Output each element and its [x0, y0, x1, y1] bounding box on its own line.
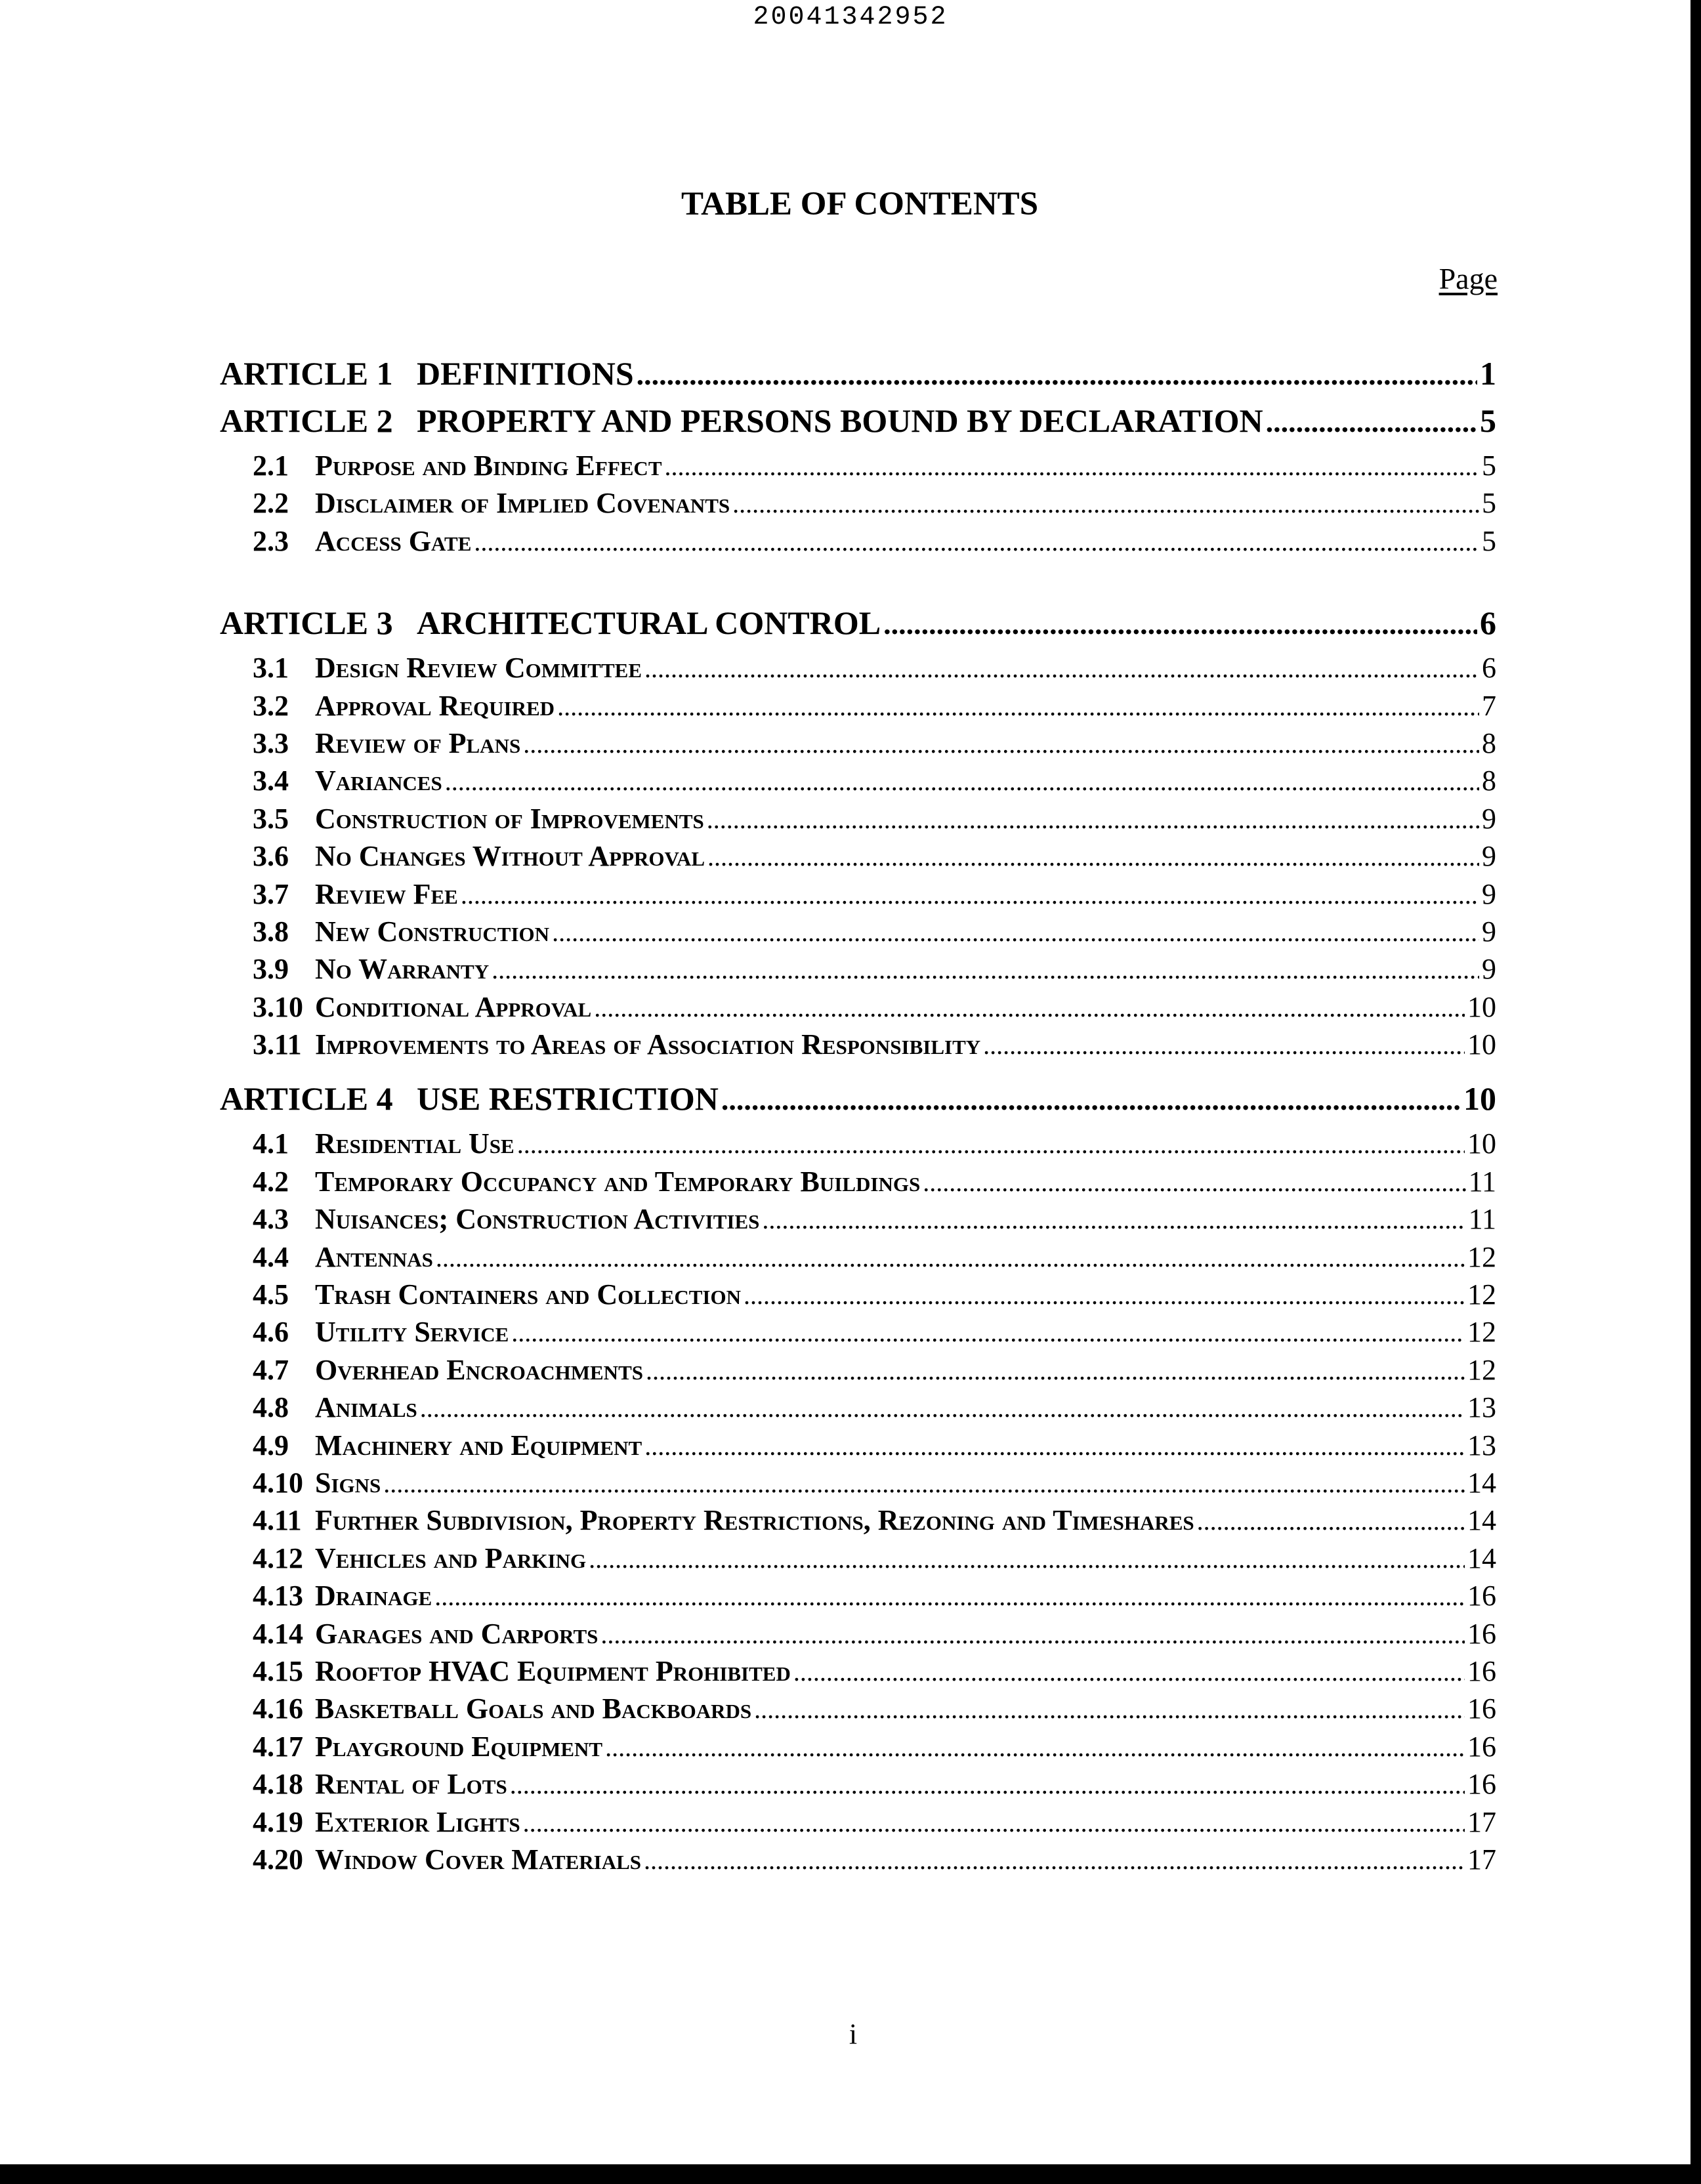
toc-section-row[interactable]: [220, 1805, 1496, 1843]
section-page-number: 9: [1482, 802, 1496, 835]
toc-section-row[interactable]: [220, 1391, 1496, 1428]
section-page-number: 17: [1467, 1843, 1496, 1876]
section-number: 4.18: [253, 1768, 303, 1801]
section-page-number: 10: [1467, 1127, 1496, 1160]
toc-section-row[interactable]: [220, 915, 1496, 952]
section-number: 3.3: [253, 726, 289, 759]
section-number: 4.17: [253, 1730, 303, 1763]
toc-section-row[interactable]: [220, 1654, 1496, 1692]
section-page-number: 16: [1467, 1654, 1496, 1687]
section-title: Construction of Improvements: [315, 802, 704, 835]
section-title: Exterior Lights: [315, 1805, 520, 1838]
toc-section-row[interactable]: [220, 726, 1496, 764]
section-page-number: 12: [1467, 1278, 1496, 1311]
dot-leader: [436, 1242, 1465, 1273]
section-number: 3.10: [253, 990, 303, 1023]
section-number: 3.1: [253, 652, 289, 684]
dot-leader: [523, 1807, 1465, 1838]
toc-section-row[interactable]: [220, 651, 1496, 688]
section-title: Overhead Encroachments: [315, 1353, 643, 1386]
section-page-number: 7: [1482, 689, 1496, 722]
dot-leader: [754, 1694, 1465, 1725]
article-number: ARTICLE 4: [220, 1080, 393, 1118]
section-number: 4.13: [253, 1580, 303, 1612]
section-number: 4.12: [253, 1542, 303, 1574]
section-number: 4.14: [253, 1617, 303, 1650]
toc-section-row[interactable]: [220, 1127, 1496, 1164]
article-page-number: 6: [1480, 604, 1496, 642]
toc-section-row[interactable]: [220, 1767, 1496, 1805]
section-title: Drainage: [315, 1580, 432, 1612]
section-title: No Changes Without Approval: [315, 840, 705, 873]
section-number: 2.3: [253, 524, 289, 557]
dot-leader: [434, 1581, 1465, 1612]
table-of-contents: [220, 354, 1496, 1880]
dot-leader: [523, 728, 1479, 759]
section-title: Further Subdivision, Property Restrictions, Rezoning and Timeshares: [315, 1504, 1194, 1537]
dot-leader: [461, 879, 1479, 910]
article-page-number: 5: [1480, 402, 1496, 439]
toc-section-row[interactable]: [220, 839, 1496, 877]
section-page-number: 12: [1467, 1240, 1496, 1273]
footer-page-number: i: [849, 2018, 858, 2050]
toc-section-row[interactable]: [220, 1429, 1496, 1466]
toc-section-row[interactable]: [220, 764, 1496, 801]
dot-leader: [1197, 1505, 1465, 1536]
toc-section-row[interactable]: [220, 449, 1496, 486]
article-title: USE RESTRICTION: [417, 1080, 719, 1118]
section-title: Review of Plans: [315, 726, 521, 759]
toc-section-row[interactable]: [220, 952, 1496, 990]
section-title: Machinery and Equipment: [315, 1429, 642, 1461]
dot-leader: [644, 1431, 1465, 1461]
dot-leader: [793, 1656, 1465, 1687]
section-title: Temporary Occupancy and Temporary Buildings: [315, 1165, 921, 1198]
section-number: 4.15: [253, 1654, 303, 1687]
section-page-number: 9: [1482, 877, 1496, 910]
dot-leader: [707, 841, 1479, 872]
section-page-number: 10: [1467, 990, 1496, 1023]
section-title: Residential Use: [315, 1127, 514, 1160]
section-title: Antennas: [315, 1240, 433, 1273]
section-title: Animals: [315, 1391, 417, 1424]
article-3-sections: [220, 651, 1496, 1065]
toc-section-row[interactable]: [220, 1202, 1496, 1240]
article-4-sections: [220, 1127, 1496, 1880]
dot-leader: [552, 917, 1479, 948]
toc-section-row[interactable]: [220, 1028, 1496, 1065]
dot-leader: [721, 1082, 1461, 1117]
dot-leader: [883, 606, 1477, 641]
section-number: 4.9: [253, 1429, 289, 1461]
section-number: 4.2: [253, 1165, 289, 1198]
section-title: Garages and Carports: [315, 1617, 598, 1650]
dot-leader: [474, 526, 1479, 557]
section-number: 4.1: [253, 1127, 289, 1160]
section-page-number: 16: [1467, 1692, 1496, 1725]
section-page-number: 9: [1482, 953, 1496, 986]
toc-section-row[interactable]: [220, 1730, 1496, 1767]
section-title: Access Gate: [315, 524, 472, 557]
toc-section-row[interactable]: [220, 689, 1496, 726]
section-page-number: 14: [1467, 1466, 1496, 1499]
dot-leader: [1266, 404, 1477, 439]
section-page-number: 11: [1468, 1203, 1496, 1236]
dot-leader: [762, 1204, 1465, 1235]
dot-leader: [732, 488, 1479, 519]
toc-article-1[interactable]: [220, 354, 1496, 402]
toc-section-row[interactable]: [220, 1165, 1496, 1202]
dot-leader: [510, 1769, 1465, 1800]
section-title: Nuisances; Construction Activities: [315, 1203, 760, 1236]
dot-leader: [637, 357, 1477, 392]
toc-article-2[interactable]: [220, 402, 1496, 449]
toc-section-row[interactable]: [220, 1466, 1496, 1503]
section-number: 4.20: [253, 1843, 303, 1876]
section-number: 4.6: [253, 1316, 289, 1349]
toc-section-row[interactable]: [220, 524, 1496, 562]
document-number: 20041342952: [753, 3, 948, 32]
section-page-number: 5: [1482, 450, 1496, 482]
article-2-sections: [220, 449, 1496, 562]
article-number: ARTICLE 3: [220, 604, 393, 642]
dot-leader: [492, 954, 1479, 985]
section-title: Conditional Approval: [315, 990, 592, 1023]
section-title: Utility Service: [315, 1316, 509, 1349]
section-number: 4.8: [253, 1391, 289, 1424]
section-page-number: 13: [1467, 1391, 1496, 1424]
dot-leader: [707, 804, 1479, 835]
section-number: 4.10: [253, 1466, 303, 1499]
toc-section-row[interactable]: [220, 1843, 1496, 1880]
section-title: Trash Containers and Collection: [315, 1278, 741, 1311]
section-title: Purpose and Binding Effect: [315, 450, 662, 482]
section-page-number: 9: [1482, 840, 1496, 873]
dot-leader: [605, 1732, 1465, 1763]
dot-leader: [644, 1845, 1465, 1876]
dot-leader: [594, 992, 1465, 1023]
toc-section-row[interactable]: [220, 1503, 1496, 1541]
section-number: 4.11: [253, 1504, 302, 1537]
dot-leader: [445, 766, 1479, 797]
section-title: Improvements to Areas of Association Responsibility: [315, 1028, 981, 1061]
section-page-number: 6: [1482, 652, 1496, 684]
section-number: 2.1: [253, 450, 289, 482]
section-title: Signs: [315, 1466, 381, 1499]
section-page-number: 12: [1467, 1316, 1496, 1349]
article-title: DEFINITIONS: [417, 355, 634, 392]
section-number: 4.4: [253, 1240, 289, 1273]
dot-leader: [923, 1167, 1465, 1198]
toc-section-row[interactable]: [220, 1542, 1496, 1579]
section-number: 4.7: [253, 1353, 289, 1386]
section-title: Basketball Goals and Backboards: [315, 1692, 752, 1725]
article-title: ARCHITECTURAL CONTROL: [417, 604, 881, 642]
toc-section-row[interactable]: [220, 802, 1496, 839]
dot-leader: [511, 1317, 1465, 1348]
section-number: 4.3: [253, 1203, 289, 1236]
section-page-number: 5: [1482, 524, 1496, 557]
page-column-header: Page: [1438, 262, 1498, 295]
toc-section-row[interactable]: [220, 1315, 1496, 1353]
article-page-number: 1: [1480, 355, 1496, 392]
section-page-number: 16: [1467, 1617, 1496, 1650]
dot-leader: [644, 653, 1479, 684]
article-number: ARTICLE 2: [220, 402, 393, 439]
section-page-number: 16: [1467, 1768, 1496, 1801]
toc-article-3[interactable]: [220, 604, 1496, 651]
section-number: 3.4: [253, 765, 289, 797]
dot-leader: [600, 1619, 1465, 1650]
dot-leader: [557, 691, 1479, 722]
section-title: Review Fee: [315, 877, 458, 910]
section-number: 3.6: [253, 840, 289, 873]
section-page-number: 8: [1482, 726, 1496, 759]
section-page-number: 14: [1467, 1504, 1496, 1537]
section-title: Window Cover Materials: [315, 1843, 642, 1876]
section-title: No Warranty: [315, 953, 490, 986]
section-page-number: 16: [1467, 1730, 1496, 1763]
dot-leader: [665, 451, 1480, 482]
scan-border-right: [1690, 0, 1701, 2184]
section-page-number: 5: [1482, 487, 1496, 520]
toc-section-row[interactable]: [220, 486, 1496, 524]
section-page-number: 12: [1467, 1353, 1496, 1386]
section-page-number: 8: [1482, 765, 1496, 797]
toc-article-4[interactable]: [220, 1080, 1496, 1127]
section-title: Disclaimer of Implied Covenants: [315, 487, 730, 520]
section-title: Design Review Committee: [315, 652, 642, 684]
toc-section-row[interactable]: [220, 1278, 1496, 1315]
section-page-number: 11: [1468, 1165, 1496, 1198]
section-number: 3.7: [253, 877, 289, 910]
toc-section-row[interactable]: [220, 877, 1496, 915]
toc-section-row[interactable]: [220, 1353, 1496, 1391]
section-number: 4.5: [253, 1278, 289, 1311]
toc-section-row[interactable]: [220, 1579, 1496, 1616]
dot-leader: [420, 1393, 1465, 1423]
toc-section-row[interactable]: [220, 1617, 1496, 1654]
section-page-number: 16: [1467, 1580, 1496, 1612]
section-page-number: 9: [1482, 915, 1496, 948]
toc-section-row[interactable]: [220, 1692, 1496, 1729]
section-page-number: 17: [1467, 1805, 1496, 1838]
section-title: New Construction: [315, 915, 550, 948]
article-title: PROPERTY AND PERSONS BOUND BY DECLARATION: [417, 402, 1263, 439]
section-title: Playground Equipment: [315, 1730, 603, 1763]
page-title: TABLE OF CONTENTS: [681, 186, 1039, 222]
section-number: 3.2: [253, 689, 289, 722]
section-title: Rental of Lots: [315, 1768, 507, 1801]
dot-leader: [517, 1129, 1465, 1160]
section-title: Rooftop HVAC Equipment Prohibited: [315, 1654, 791, 1687]
dot-leader: [646, 1355, 1465, 1386]
section-page-number: 14: [1467, 1542, 1496, 1574]
dot-leader: [983, 1030, 1465, 1060]
article-page-number: 10: [1463, 1080, 1496, 1118]
article-number: ARTICLE 1: [220, 355, 393, 392]
section-number: 3.11: [253, 1028, 302, 1061]
section-number: 3.8: [253, 915, 289, 948]
section-number: 2.2: [253, 487, 289, 520]
section-number: 4.16: [253, 1692, 303, 1725]
section-title: Approval Required: [315, 689, 555, 722]
dot-leader: [589, 1544, 1465, 1574]
section-title: Variances: [315, 765, 442, 797]
toc-section-row[interactable]: [220, 990, 1496, 1028]
scan-border-bottom: [0, 2164, 1701, 2184]
section-number: 3.5: [253, 802, 289, 835]
section-page-number: 10: [1467, 1028, 1496, 1061]
dot-leader: [744, 1280, 1465, 1311]
section-page-number: 13: [1467, 1429, 1496, 1461]
section-title: Vehicles and Parking: [315, 1542, 587, 1574]
toc-section-row[interactable]: [220, 1240, 1496, 1278]
section-number: 3.9: [253, 953, 289, 986]
section-number: 4.19: [253, 1805, 303, 1838]
dot-leader: [383, 1468, 1465, 1499]
